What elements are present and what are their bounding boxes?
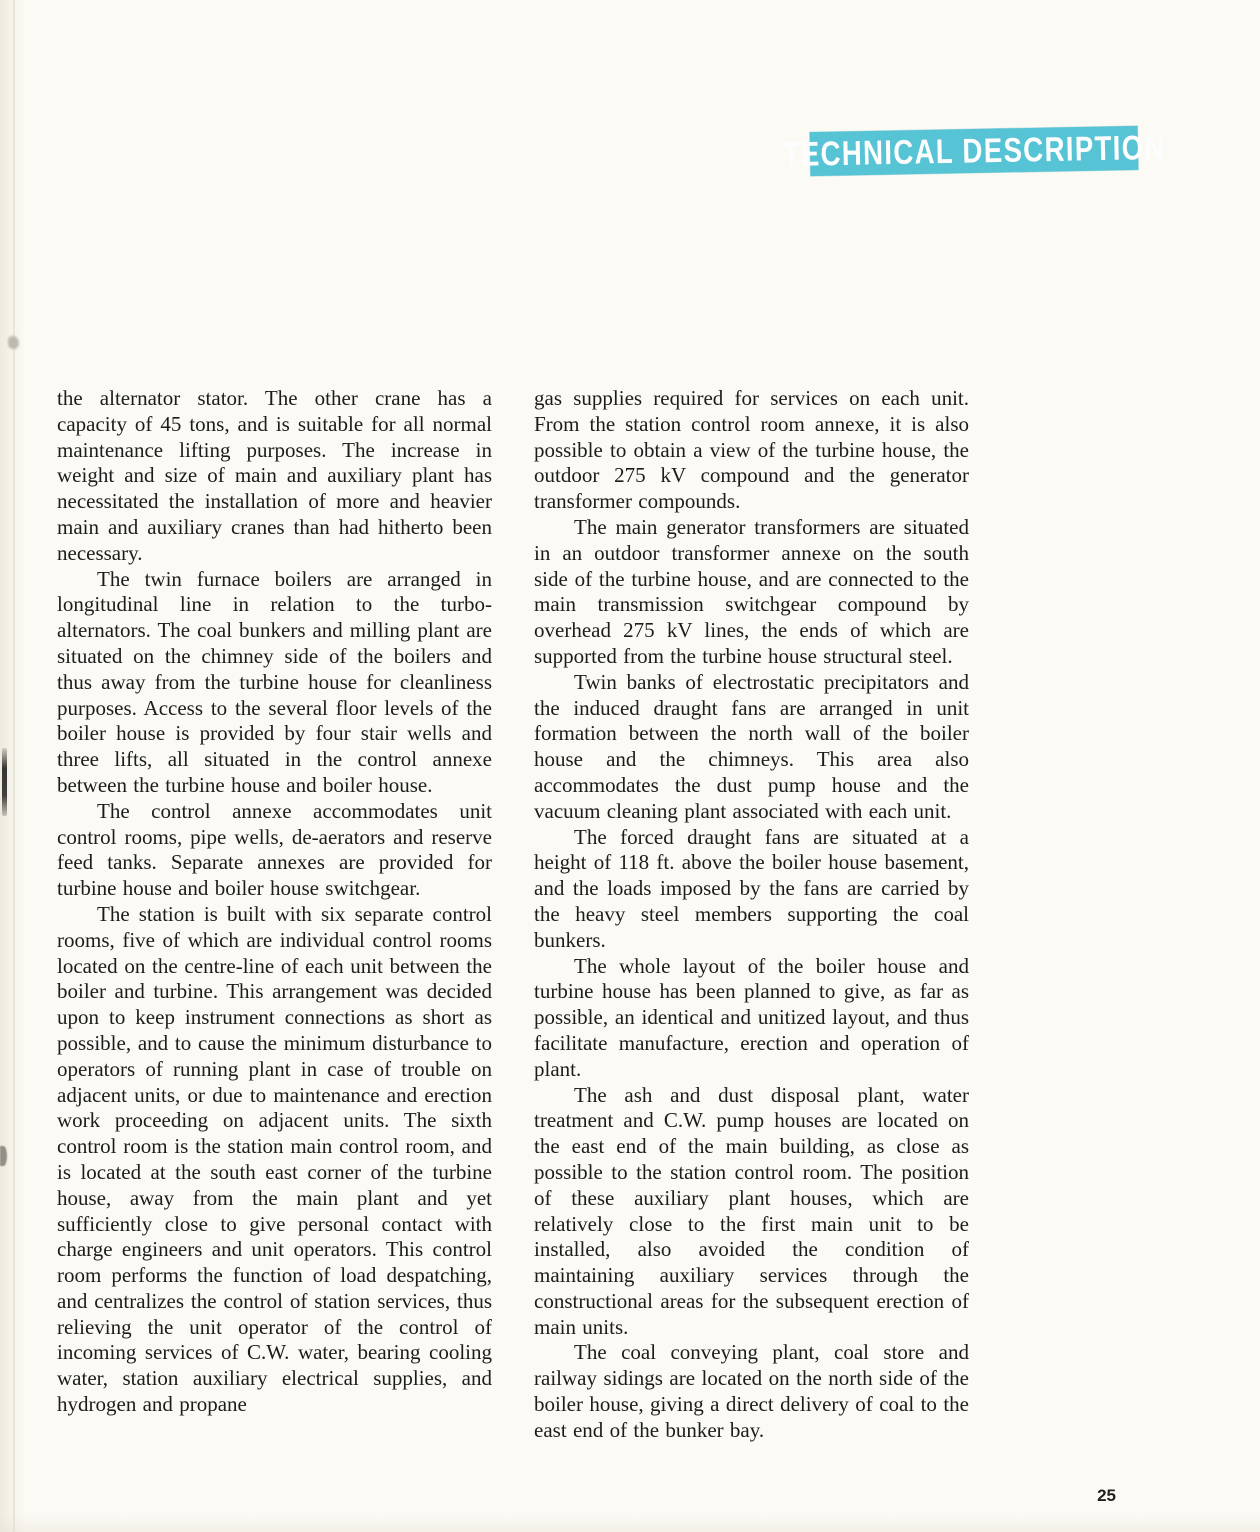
right-column <box>534 386 969 1444</box>
page-crease <box>13 0 15 1532</box>
left-column <box>57 386 492 1444</box>
paragraph: The whole layout of the boiler house and turbine house has been planned to give, as far as possible, an identical and unitized layout, and thus facilitate manufacture, erection and operation of plant. <box>534 953 969 1081</box>
page-number: 25 <box>1097 1486 1116 1505</box>
paragraph: The ash and dust disposal plant, water treatment and C.W. pump houses are located on the east end of the main building, as close as possible to the station control room. The position of these auxiliary plant houses, which are relatively close to the first main unit to be installed, also avoided the condition of maintaining auxiliary services through the constructional areas for the subsequent erection of main units. <box>534 1082 969 1339</box>
section-title: TECHNICAL DESCRIPTION <box>782 127 1166 173</box>
paragraph: The control annexe accommodates unit control rooms, pipe wells, de-aerators and reserve feed tanks. Separate annexes are provided for turbine house and boiler house switchgear. <box>57 798 492 901</box>
paragraph: The forced draught fans are situated at a height of 118 ft. above the boiler house basement, and the loads imposed by the fans are carried by the heavy steel members supporting the coal bunkers. <box>534 824 969 952</box>
paragraph: Twin banks of electrostatic precipitators and the induced draught fans are arranged in unit formation between the north wall of the boiler house and the chimneys. This area also accommodates the dust pump house and the vacuum cleaning plant associated with each unit. <box>534 669 969 823</box>
paragraph: The coal conveying plant, coal store and railway sidings are located on the north side of the boiler house, giving a direct delivery of coal to the east end of the bunker bay. <box>534 1340 969 1442</box>
section-banner <box>782 126 1166 176</box>
paragraph: gas supplies required for services on each unit. From the station control room annexe, it is also possible to obtain a view of the turbine house, the outdoor 275 kV compound and the generator transformer compounds. <box>534 386 969 514</box>
scan-smudge <box>0 1146 7 1166</box>
scan-smudge <box>8 336 19 349</box>
two-column-text <box>57 386 969 1444</box>
paragraph: the alternator stator. The other crane has a capacity of 45 tons, and is suitable for all normal maintenance lifting purposes. The increase in weight and size of main and auxiliary plant has necessitated the installation of more and heavier main and auxiliary cranes than had hitherto been necessary. <box>57 386 492 565</box>
paragraph: The station is built with six separate control rooms, five of which are individual control rooms located on the centre-line of each unit between the boiler and turbine. This arrangement was decided upon to keep instrument connections as short as possible, and to cause the minimum disturbance to operators of running plant in case of trouble on adjacent units, or due to maintenance and erection work proceeding on adjacent units. The sixth control room is the station main control room, and is located at the south east corner of the turbine house, away from the main plant and yet sufficiently close to give personal contact with charge engineers and unit operators. This control room performs the function of load despatching, and centralizes the control of station services, thus relieving the unit operator of the control of incoming services of C.W. water, bearing cooling water, station auxiliary electrical supplies, and hydrogen and propane <box>57 901 492 1417</box>
paragraph: The twin furnace boilers are arranged in longitudinal line in relation to the turbo-alternators. The coal bunkers and milling plant are situated on the chimney side of the boilers and thus away from the turbine house for cleanliness purposes. Access to the several floor levels of the boiler house is provided by four stair wells and three lifts, all situated in the control annexe between the turbine house and boiler house. <box>57 566 492 797</box>
binding-mark <box>2 748 7 816</box>
paragraph: The main generator transformers are situated in an outdoor transformer annexe on the south side of the turbine house, and are connected to the main transmission switchgear compound by overhead 275 kV lines, the ends of which are supported from the turbine house structural steel. <box>534 514 969 668</box>
